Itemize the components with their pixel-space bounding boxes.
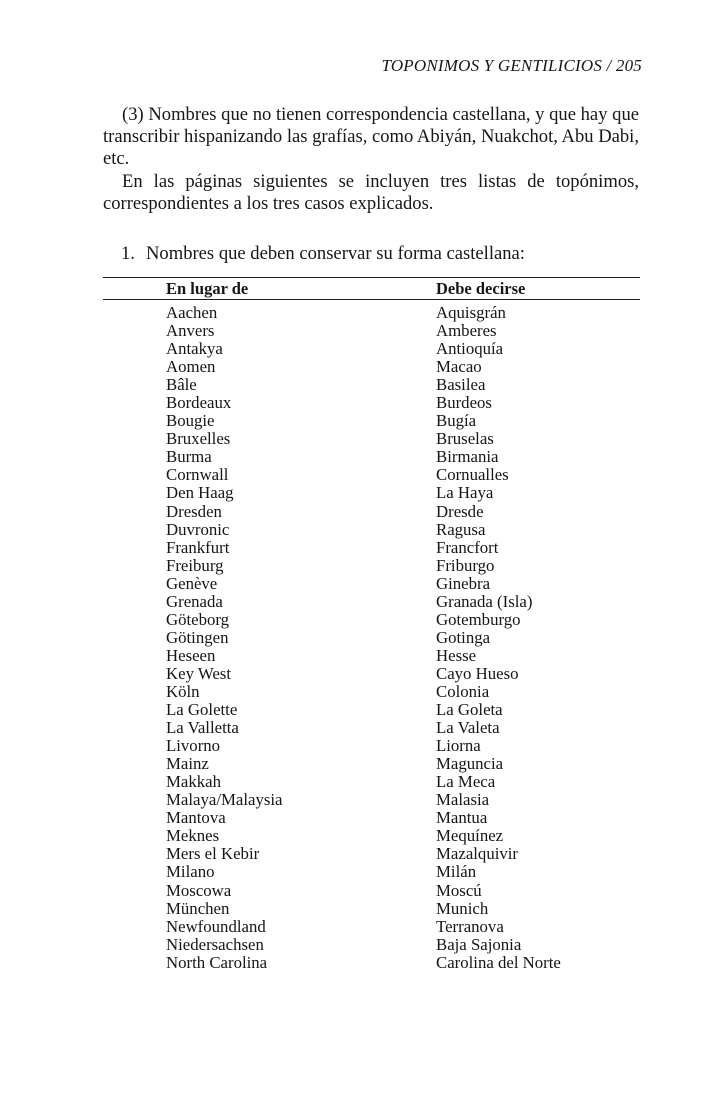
table-row [0,611,715,629]
table-row [0,683,715,701]
spanish-name: Milán [436,862,477,882]
table-row [0,918,715,936]
spanish-name: Ginebra [436,573,491,593]
original-name: Grenada [166,591,223,611]
original-name: La Golette [166,700,238,720]
table-row [0,539,715,557]
spanish-name: Ragusa [436,519,486,539]
table-row [0,954,715,972]
spanish-name: Basilea [436,375,486,395]
list-heading [121,243,525,265]
table-row [0,629,715,647]
table-row [0,376,715,394]
paragraph-case-3: (3) Nombres que no tienen correspondencia castellana, y que hay que transcribir hispanizando las grafías, como Abiyán, Nuakchot, Abu Dabi, etc. [103,104,639,169]
spanish-name: Cornualles [436,465,509,485]
table-row [0,340,715,358]
original-name: Köln [166,681,200,701]
original-name: Bâle [166,375,197,395]
original-name: Newfoundland [166,916,266,936]
list-number: 1. [121,243,135,264]
list-title: Nombres que deben conservar su forma castellana: [146,243,525,264]
spanish-name: Mazalquivir [436,844,519,864]
original-name: Freiburg [166,555,224,575]
original-name: Bordeaux [166,393,232,413]
table-row [0,791,715,809]
spanish-name: Aquisgrán [436,303,506,322]
original-name: Frankfurt [166,537,230,557]
spanish-name: La Meca [436,772,496,792]
table-row [0,719,715,737]
original-name: München [166,898,230,918]
original-name: Mantova [166,808,226,828]
original-name: Mers el Kebir [166,844,260,864]
original-name: Milano [166,862,215,882]
spanish-name: Carolina del Norte [436,952,561,972]
spanish-name: Liorna [436,736,481,756]
table-row [0,593,715,611]
table-row [0,845,715,863]
table-row [0,430,715,448]
original-name: Genève [166,573,218,593]
original-name: Aomen [166,357,216,377]
spanish-name: La Valeta [436,718,500,738]
paragraph-intro-lists: En las páginas siguientes se incluyen tres listas de topónimos, correspondientes a los tres casos explicados. [103,171,639,214]
original-name: Cornwall [166,465,229,485]
table-row [0,900,715,918]
table-row [0,394,715,412]
original-name: Makkah [166,772,221,792]
spanish-name: Bugía [436,411,477,431]
table-row [0,773,715,791]
table-row [0,701,715,719]
original-name: Heseen [166,645,216,665]
original-name: Key West [166,663,231,683]
table-row [0,665,715,683]
original-name: Anvers [166,321,215,341]
spanish-name: Granada (Isla) [436,591,533,611]
original-name: Duvronic [166,519,230,539]
table-row [0,737,715,755]
spanish-name: Burdeos [436,393,492,413]
table-row [0,647,715,665]
spanish-name: La Goleta [436,700,503,720]
spanish-name: Terranova [436,916,504,936]
original-name: Niedersachsen [166,934,264,954]
original-name: Göteborg [166,609,230,629]
table-row [0,863,715,881]
table-row [0,503,715,521]
table-row [0,827,715,845]
spanish-name: Francfort [436,537,499,557]
table-row [0,448,715,466]
table-row [0,466,715,484]
spanish-name: Gotinga [436,627,491,647]
spanish-name: Hesse [436,645,477,665]
spanish-name: Mantua [436,808,488,828]
toponym-table-body [0,304,715,972]
spanish-name: Mequínez [436,826,504,846]
table-top-rule [103,277,640,278]
spanish-name: Maguncia [436,754,504,774]
spanish-name: Bruselas [436,429,494,449]
running-head: TOPONIMOS Y GENTILICIOS / 205 [381,56,642,75]
spanish-name: Amberes [436,321,497,341]
original-name: Aachen [166,303,218,322]
table-row [0,809,715,827]
table-row [0,521,715,539]
table-row [0,882,715,900]
table-row [0,557,715,575]
original-name: Mainz [166,754,209,774]
original-name: Dresden [166,501,222,521]
spanish-name: Moscú [436,880,482,900]
table-row [0,322,715,340]
table-row [0,412,715,430]
spanish-name: Dresde [436,501,484,521]
original-name: Antakya [166,339,223,359]
original-name: Burma [166,447,212,467]
table-row [0,304,715,322]
original-name: Meknes [166,826,220,846]
spanish-name: Cayo Hueso [436,663,519,683]
spanish-name: Munich [436,898,489,918]
original-name: Livorno [166,736,221,756]
original-name: Götingen [166,627,229,647]
original-name: Den Haag [166,483,234,503]
spanish-name: Antioquía [436,339,504,359]
original-name: Bougie [166,411,215,431]
original-name: Bruxelles [166,429,231,449]
spanish-name: La Haya [436,483,494,503]
table-row [0,358,715,376]
spanish-name: Friburgo [436,555,495,575]
table-row [0,484,715,502]
column-header-spanish: Debe decirse [436,279,526,298]
original-name: La Valletta [166,718,239,738]
table-row [0,755,715,773]
spanish-name: Baja Sajonia [436,934,522,954]
spanish-name: Malasia [436,790,490,810]
table-header-rule [103,299,640,300]
original-name: Malaya/Malaysia [166,790,283,810]
table-row [0,575,715,593]
spanish-name: Colonia [436,681,490,701]
original-name: Moscowa [166,880,232,900]
spanish-name: Gotemburgo [436,609,521,629]
spanish-name: Birmania [436,447,499,467]
column-header-original: En lugar de [166,279,249,298]
table-row [0,936,715,954]
spanish-name: Macao [436,357,482,377]
original-name: North Carolina [166,952,268,972]
